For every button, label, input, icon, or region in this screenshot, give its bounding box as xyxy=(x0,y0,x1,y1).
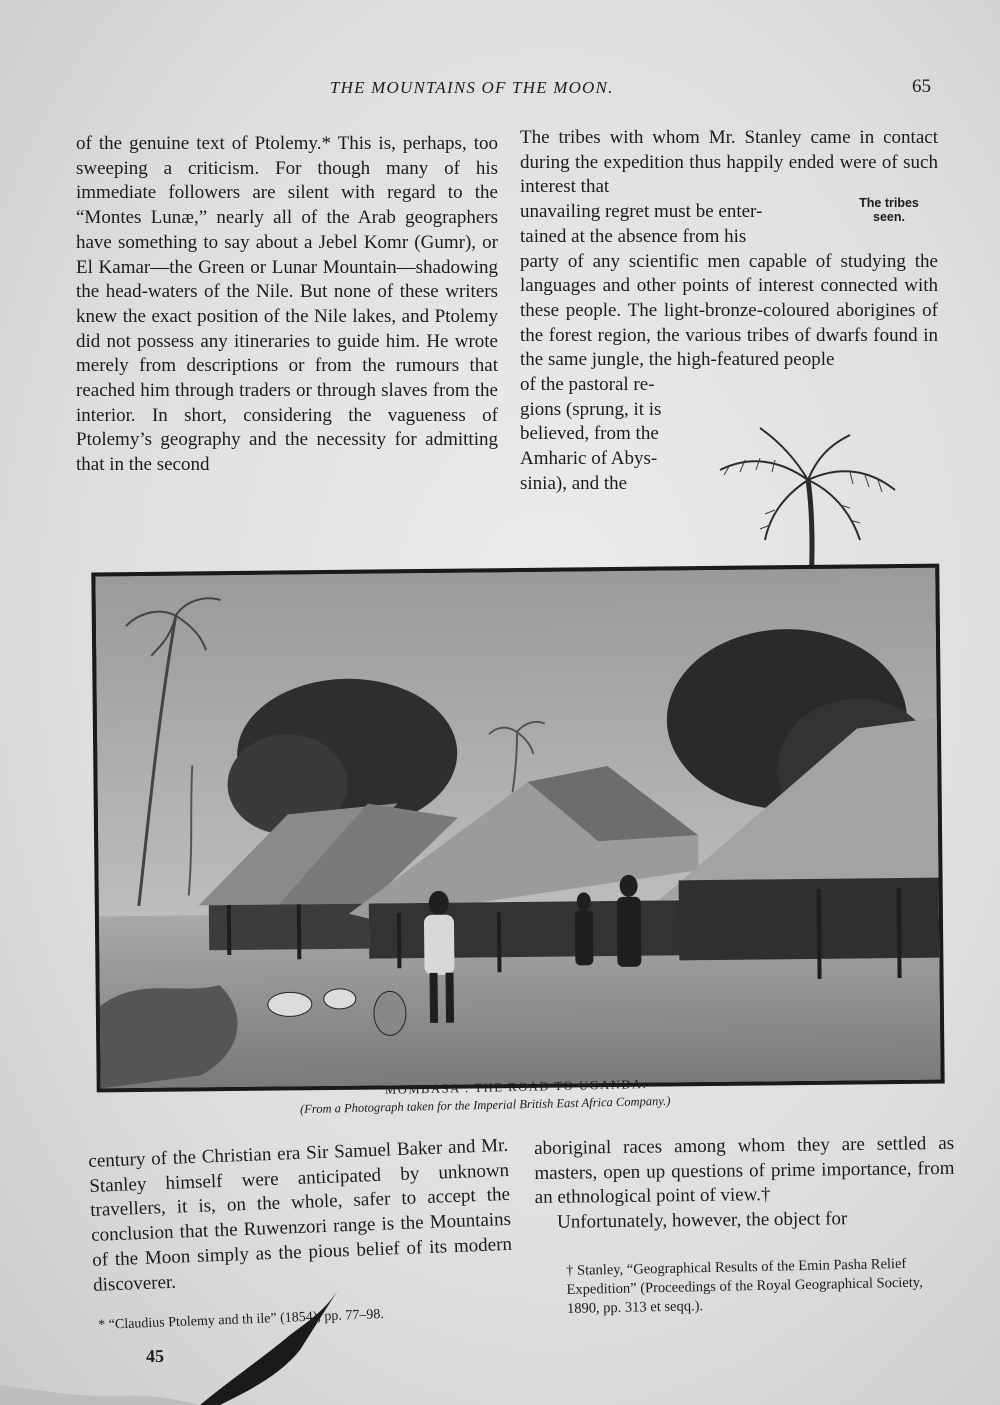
lower-right-column-text xyxy=(534,1132,955,1236)
figure-credit: (From a Photograph taken for the Imperial British East Africa Company.) xyxy=(299,1093,671,1117)
right-column-line: gions (sprung, it is xyxy=(520,398,662,420)
right-column-line: unavailing regret must be enter- xyxy=(520,201,763,223)
marginal-note-line: seen. xyxy=(873,210,905,224)
right-column-line: party of any scientific men capable of studying the languages and other points of interest connected with these people. The light-bronze-coloured aborigines of the forest region, the various tribes of dwarfs found in the same jungle, the high-featured people xyxy=(520,250,938,371)
footnote-right: † Stanley, “Geographical Results of the Emin Pasha Relief Expedition” (Proceedings of the Royal Geographical Society, 1890, pp. 313 et seqq.). xyxy=(566,1255,923,1317)
right-column-line: tained at the absence from his xyxy=(520,225,747,247)
lower-left-column-text xyxy=(88,1134,513,1298)
photograph-image xyxy=(95,568,940,1089)
torn-corner xyxy=(0,1290,340,1405)
lower-right-paragraph: Unfortunately, however, the object for xyxy=(556,1208,848,1233)
marginal-note-line: The tribes xyxy=(859,196,919,210)
figure-caption: MOMBASA : THE ROAD TO UGANDA. xyxy=(384,1077,648,1097)
right-column-line: The tribes with whom Mr. Stanley came in contact during the expedition thus happily ended were of such interest that xyxy=(520,127,938,198)
running-head: THE MOUNTAINS OF THE MOON. xyxy=(330,78,614,97)
marginal-note xyxy=(850,196,928,224)
lower-left-paragraph: century of the Christian era Sir Samuel Baker and Mr. Stanley himself were anticipated by unknown travellers, it is, on the whole, safer to accept the conclusion that the Ruwenzori range is the Mountains of the Moon simply as the pious belief of its modern discoverer. xyxy=(88,1134,513,1296)
right-column-line: Amharic of Abys- xyxy=(520,448,658,470)
left-column-text xyxy=(76,132,498,478)
right-column-line: believed, from the xyxy=(520,423,659,445)
left-column-paragraph: of the genuine text of Ptolemy.* This is, perhaps, too sweeping a criticism. For though many of his immediate followers are silent with regard to the “Montes Lunæ,” nearly all of the Arab geographers have something to say about a Jebel Komr (Gumr), or El Kamar—the Green or Lunar Mountain—shadowing the head-waters of the Nile. But none of these writers knew the exact position of the Nile lakes, and Ptolemy did not possess any itineraries to guide him. He wrote merely from descriptions or from the rumours that reached him through traders or through slaves from the interior. In short, considering the vagueness of Ptolemy’s geography and the necessity for admitting that in the second xyxy=(76,133,498,476)
photograph-mombasa xyxy=(91,564,944,1093)
signature-mark: 45 xyxy=(145,1345,165,1367)
right-column-line: sinia), and the xyxy=(520,472,628,494)
page-number: 65 xyxy=(912,76,931,97)
footnote-left: * “Claudius Ptolemy and th ile” (1854), pp. 77–98. xyxy=(98,1307,385,1333)
lower-right-paragraph: aboriginal races among whom they are settled as masters, open up questions of prime importance, from an ethnological point of view.† xyxy=(534,1132,955,1209)
right-column-line: of the pastoral re- xyxy=(520,374,655,396)
